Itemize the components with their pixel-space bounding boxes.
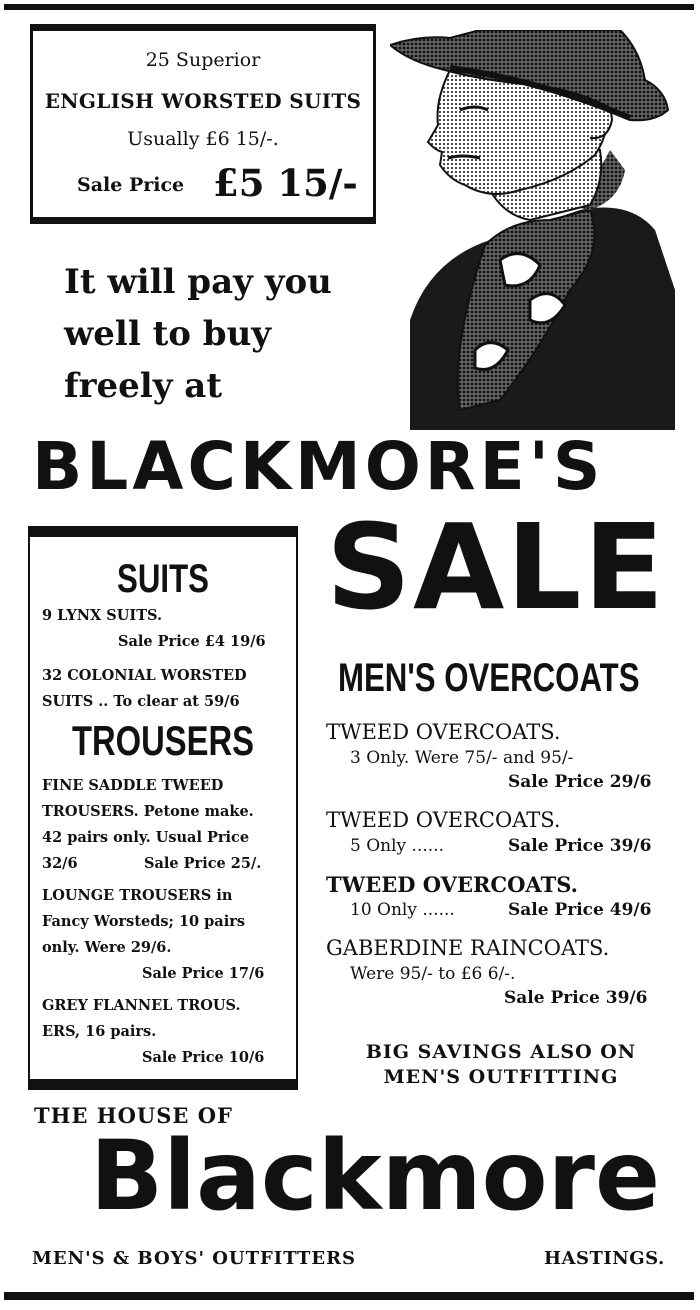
promo-box (30, 24, 376, 224)
trousers-line: TROUSERS. Petone make. (42, 803, 254, 820)
town-label: HASTINGS. (544, 1248, 665, 1269)
savings-line-1: BIG SAVINGS ALSO ON (365, 1041, 637, 1063)
trousers-line: 42 pairs only. Usual Price (42, 829, 250, 846)
trousers-line: only. Were 29/6. (42, 939, 172, 956)
trousers-line: 32/6 (42, 855, 78, 872)
tagline-line-2: well to buy (64, 314, 272, 354)
trousers-line: ERS, 16 pairs. (42, 1023, 157, 1040)
overcoat-item-detail: 5 Only ...... (350, 836, 444, 856)
overcoat-item-price: Sale Price 39/6 (504, 988, 648, 1008)
brand-wordmark: Blackmore (90, 1120, 661, 1232)
trousers-line: GREY FLANNEL TROUS. (42, 997, 241, 1014)
promo-sale-label: Sale Price (77, 174, 185, 196)
overcoat-item-title: TWEED OVERCOATS. (326, 872, 578, 897)
overcoats-heading: MEN'S OVERCOATS (338, 656, 640, 700)
overcoat-item-title: TWEED OVERCOATS. (326, 808, 561, 832)
suits-item-line: 9 LYNX SUITS. (42, 607, 163, 624)
suits-item-line: 32 COLONIAL WORSTED (42, 667, 247, 684)
suits-item-line: Sale Price £4 19/6 (118, 633, 266, 650)
suits-item-line: SUITS .. To clear at 59/6 (42, 693, 240, 710)
tagline (64, 256, 394, 412)
promo-line-count: 25 Superior (145, 49, 261, 71)
suits-heading: SUITS (117, 557, 209, 601)
overcoat-item-price: Sale Price 29/6 (508, 772, 652, 792)
overcoat-item-title: GABERDINE RAINCOATS. (326, 936, 610, 960)
overcoat-item-detail: 10 Only ...... (350, 900, 455, 920)
trousers-line: Sale Price 25/. (144, 855, 262, 872)
trousers-line: Sale Price 10/6 (142, 1049, 265, 1066)
promo-line-product: ENGLISH WORSTED SUITS (44, 89, 362, 113)
overcoat-item-price: Sale Price 39/6 (508, 836, 652, 856)
outfitters-label: MEN'S & BOYS' OUTFITTERS (32, 1248, 357, 1269)
trousers-line: Fancy Worsteds; 10 pairs (42, 913, 246, 930)
trousers-heading: TROUSERS (71, 717, 255, 764)
man-in-hat-illustration (390, 30, 680, 430)
suits-trousers-box (28, 526, 298, 1090)
tagline-line-1: It will pay you (64, 262, 332, 302)
trousers-line: LOUNGE TROUSERS in (42, 887, 233, 904)
overcoat-item-title: TWEED OVERCOATS. (326, 720, 561, 744)
savings-notice (326, 1040, 676, 1090)
trousers-line: Sale Price 17/6 (142, 965, 265, 982)
overcoat-item-price: Sale Price 49/6 (508, 900, 652, 920)
sale-heading: SALE (326, 498, 667, 636)
promo-sale-price: £5 15/- (213, 161, 358, 205)
tagline-line-3: freely at (64, 366, 223, 406)
promo-line-usual-price: Usually £6 15/-. (127, 128, 279, 150)
savings-line-2: MEN'S OUTFITTING (383, 1066, 619, 1088)
overcoat-item-detail: Were 95/- to £6 6/-. (350, 964, 516, 984)
store-name: BLACKMORE'S (32, 428, 605, 505)
trousers-line: FINE SADDLE TWEED (42, 777, 224, 794)
house-of-label: THE HOUSE OF (34, 1103, 233, 1128)
overcoat-item-detail: 3 Only. Were 75/- and 95/- (350, 748, 574, 768)
